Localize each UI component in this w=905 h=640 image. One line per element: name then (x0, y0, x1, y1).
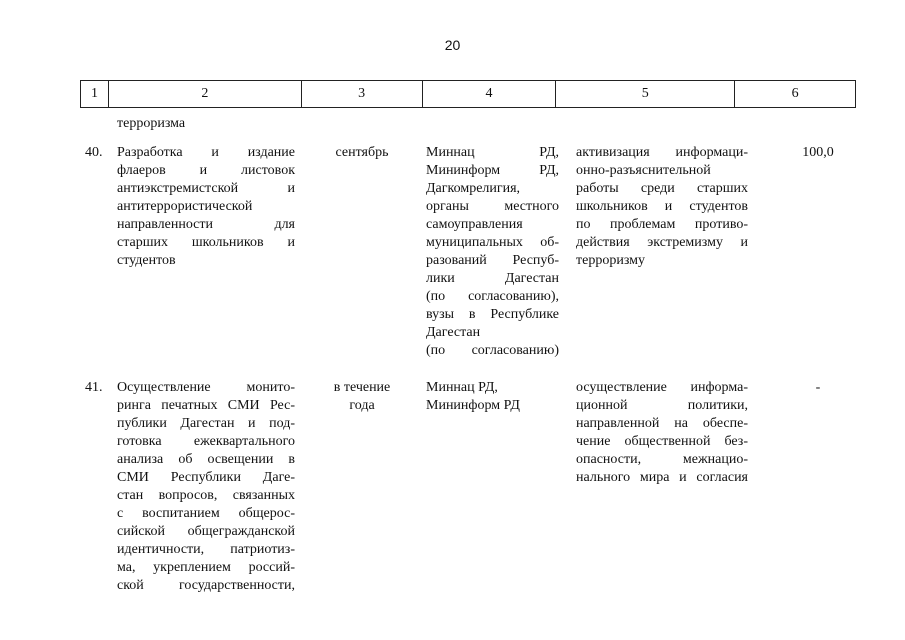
text-line: флаеров и листовок (117, 163, 295, 178)
text-line: Мининформ РД (426, 398, 520, 413)
text-line: (по согласованию), (426, 289, 559, 304)
expected-result (576, 144, 748, 270)
text-line: в течение (333, 380, 391, 395)
table-header-row (80, 80, 856, 108)
row-number: 40. (85, 145, 103, 160)
text-line: активизация информаци- (576, 145, 748, 160)
expected-result (576, 379, 748, 487)
executors (426, 144, 559, 360)
measure-name (117, 379, 295, 595)
header-col-3: 3 (302, 81, 423, 107)
header-col-5: 5 (556, 81, 735, 107)
text-line: опасности, межнацио- (576, 452, 748, 467)
text-line: работы среди старших (576, 181, 748, 196)
header-col-2: 2 (109, 81, 302, 107)
text-line: сийской общегражданской (117, 524, 295, 539)
text-line: публики Дагестан и под- (117, 416, 295, 431)
text-line: студентов (117, 253, 176, 268)
text-line: по проблемам противо- (576, 217, 748, 232)
text-line: Дагкомрелигия, (426, 181, 521, 196)
text-line: Миннац РД, (426, 380, 498, 395)
text-line: готовка ежеквартального (117, 434, 295, 449)
text-line: терроризму (576, 253, 646, 268)
funding-amount: - (815, 380, 821, 395)
text-line: вузы в Республике (426, 307, 559, 322)
text-line: сентябрь (335, 145, 389, 160)
text-line: идентичности, патриотиз- (117, 542, 295, 557)
text-line: антиэкстремистской и (117, 181, 295, 196)
text-line: ма, укреплением россий- (117, 560, 295, 575)
text-line: с воспитанием общерос- (117, 506, 295, 521)
row-number: 41. (85, 380, 103, 395)
text-line: ционной политики, (576, 398, 748, 413)
text-line: антитеррористической (117, 199, 253, 214)
text-line: (по согласованию) (426, 343, 559, 358)
text-line: Миннац РД, (426, 145, 559, 160)
text-line: ской государственности, (117, 578, 295, 593)
text-line: действия экстремизму и (576, 235, 748, 250)
text-line: чение общественной без- (576, 434, 748, 449)
header-col-4: 4 (423, 81, 557, 107)
measure-name (117, 144, 295, 270)
text-line: направленной на обеспе- (576, 416, 748, 431)
text-line: Осуществление монито- (117, 380, 295, 395)
text-line: разований Респуб- (426, 253, 559, 268)
text-line: осуществление информа- (576, 380, 748, 395)
text-line: стан вопросов, связанных (117, 488, 295, 503)
text-line: старших школьников и (117, 235, 295, 250)
text-line: анализа об освещении в (117, 452, 295, 467)
text-line: СМИ Республики Даге- (117, 470, 295, 485)
text-line: муниципальных об- (426, 235, 559, 250)
execution-term (312, 379, 412, 415)
text-line: года (349, 398, 375, 413)
text-line: органы местного (426, 199, 559, 214)
text-line: самоуправления (426, 217, 523, 232)
executors (426, 379, 559, 415)
text-line: Дагестан (426, 325, 481, 340)
page-number: 20 (444, 37, 461, 53)
text-line: Разработка и издание (117, 145, 295, 160)
text-line: нального мира и согласия (576, 470, 748, 485)
execution-term (312, 144, 412, 162)
header-col-6: 6 (735, 81, 856, 107)
text-line: направленности для (117, 217, 295, 232)
funding-amount: 100,0 (802, 145, 834, 160)
text-line: ринга печатных СМИ Рес- (117, 398, 295, 413)
text-line: Мининформ РД, (426, 163, 559, 178)
carryover-text: терроризма (117, 116, 186, 131)
text-line: онно-разъяснительной (576, 163, 711, 178)
text-line: школьников и студентов (576, 199, 748, 214)
text-line: лики Дагестан (426, 271, 559, 286)
header-col-1: 1 (81, 81, 109, 107)
